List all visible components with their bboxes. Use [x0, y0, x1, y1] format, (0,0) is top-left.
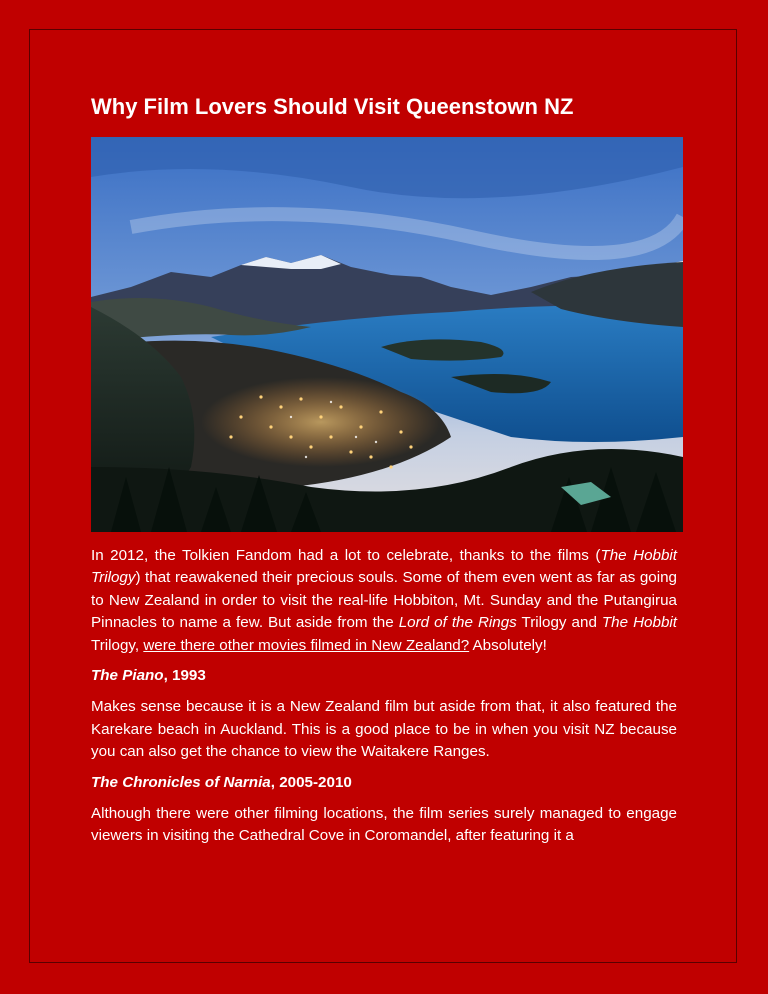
article-body	[91, 545, 677, 856]
landscape-photo-icon	[91, 137, 683, 532]
queenstown-photo	[91, 137, 683, 532]
article-title: Why Film Lovers Should Visit Queenstown NZ	[91, 94, 574, 119]
paragraph-intro: In 2012, the Tolkien Fandom had a lot to celebrate, thanks to the films (The Hobbit Trilogy) that reawakened their precious souls. Some of them even went as far as going to New Zealand in order to visit the real-life Hobbiton, Mt. Sunday and the Putangirua Pinnacles to name a few. But aside from the Lord of the Rings Trilogy and The Hobbit Trilogy, were there other movies filmed in New Zealand? Absolutely!	[91, 547, 678, 654]
movies-filmed-link[interactable]: were there other movies filmed in New Zealand?	[143, 636, 470, 654]
section-heading-narnia: The Chronicles of Narnia, 2005-2010	[91, 773, 352, 791]
paragraph-narnia: Although there were other filming locations, the film series surely managed to engage viewers in visiting the Cathedral Cove in Coromandel, after featuring it a	[91, 805, 677, 845]
paragraph-the-piano: Makes sense because it is a New Zealand film but aside from that, it also featured the Karekare beach in Auckland. This is a good place to be in when you visit NZ because you can also get the chance to view the Waitakere Ranges.	[91, 698, 677, 761]
section-heading-the-piano: The Piano, 1993	[91, 667, 206, 685]
